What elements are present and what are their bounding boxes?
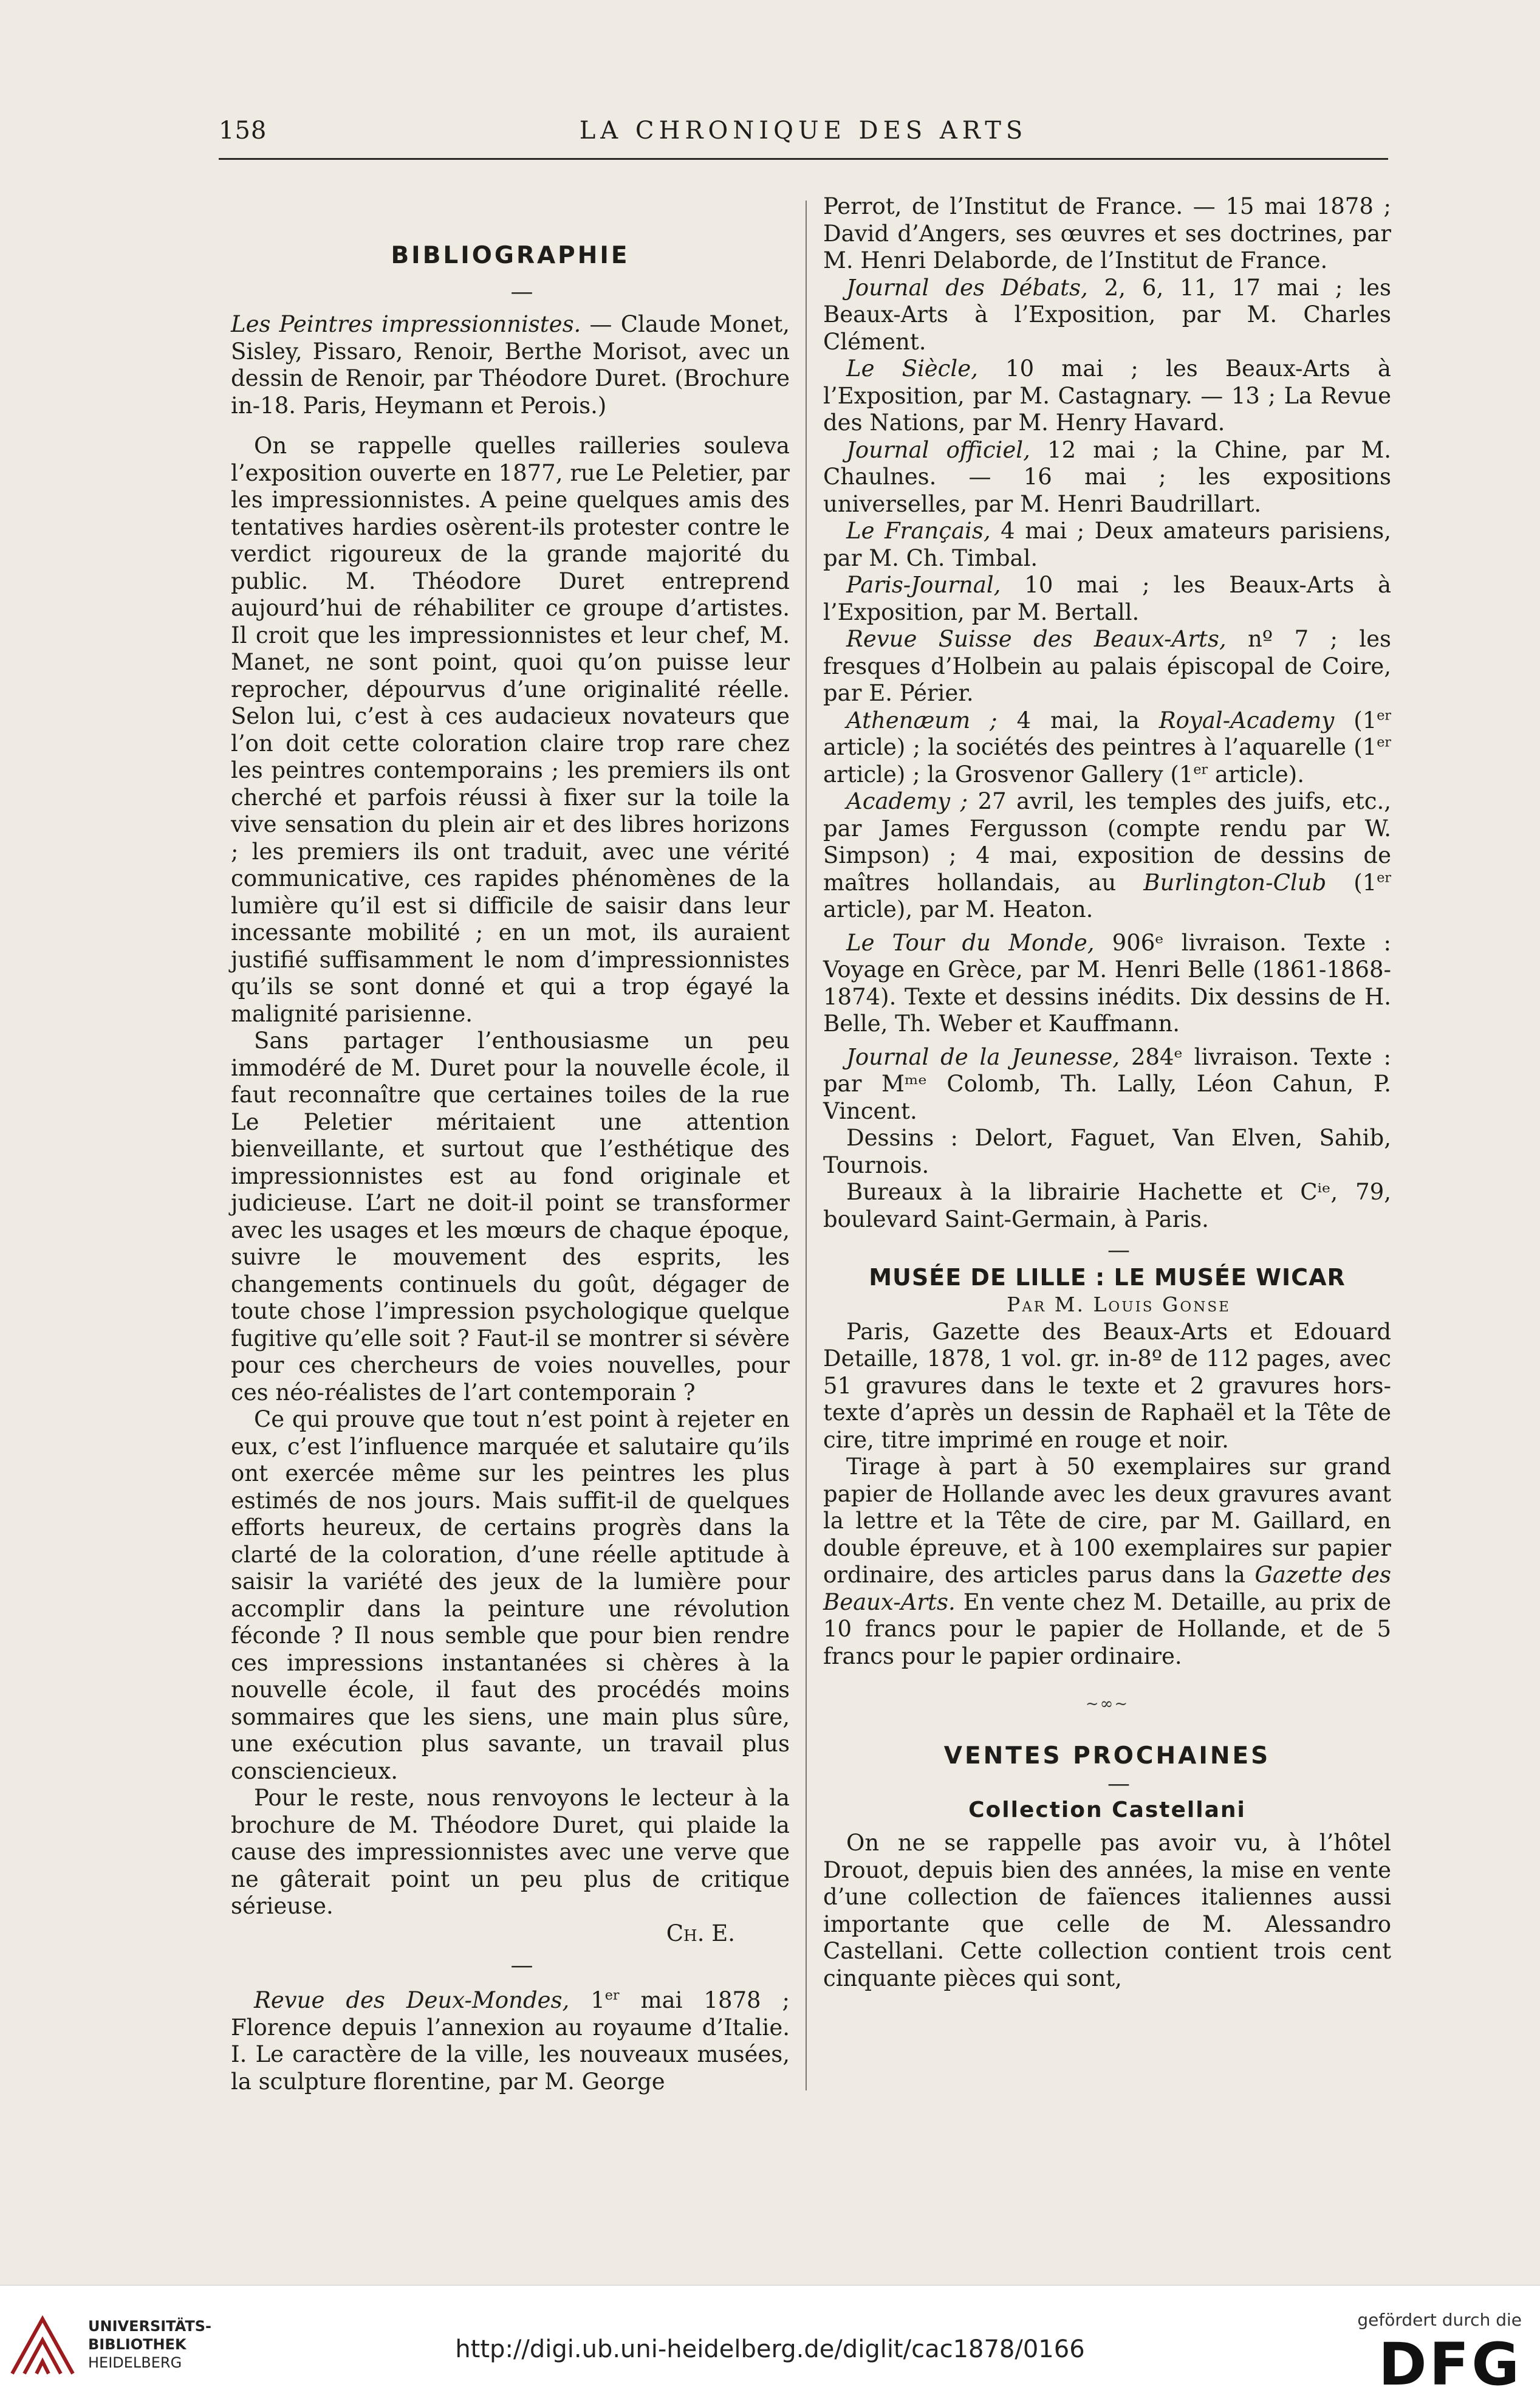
book-entry [231,311,790,419]
periodical-entry: Dessins : Delort, Faguet, Van Elven, Sahib, Tournois. [823,1125,1391,1178]
bibliographie-heading: BIBLIOGRAPHIE [391,242,630,269]
periodical-entry: Bureaux à la librairie Hachette et Cⁱᵉ, 79, boulevard Saint-Germain, à Paris. [823,1179,1391,1232]
review-paragraph-4: Pour le reste, nous renvoyons le lecteur à la brochure de M. Théodore Duret, qui plaide la cause des impressionnistes avec une verve que ne gâterait point un peu plus de critique sérieuse. [231,1785,790,1919]
dfg-logo: DFG [1378,2330,1522,2399]
funded-by-label: gefördert durch die [1357,2310,1522,2330]
header-rule [219,158,1388,160]
separator-dash: — [1107,1237,1130,1263]
periodical-entry: Journal officiel, 12 mai ; la Chine, par M. Chaulnes. — 16 mai ; les expositions universelles, par M. Henri Baudrillart. [823,436,1391,517]
musee-byline: Par M. Louis Gonse [1007,1293,1231,1316]
right-column [823,193,1391,1992]
journal-title: LA CHRONIQUE DES ARTS [579,117,1028,145]
periodical-entry: Academy ; 27 avril, les temples des juifs, etc., par James Fergusson (compte rendu par W. Simpson) ; 4 mai, exposition de dessins de maîtres hollandais, au Burlington-Club (1er article), par M. Heaton. [823,788,1391,922]
ornament-divider: ~∞~ [1085,1695,1129,1713]
periodical-entry: Le Français, 4 mai ; Deux amateurs parisiens, par M. Ch. Timbal. [823,518,1392,571]
periodical-entry: Le Tour du Monde, 906ᵉ livraison. Texte : Voyage en Grèce, par M. Henri Belle (1861-1868-1874). Texte et dessins inédits. Dix dessins de H. Belle, Th. Weber et Kauffmann. [823,929,1391,1037]
ventes-heading: VENTES PROCHAINES [943,1742,1271,1770]
musee-heading: MUSÉE DE LILLE : LE MUSÉE WICAR [869,1264,1346,1291]
footer-bar [0,2285,1540,2404]
separator-dash: — [510,278,533,304]
periodical-entry: Paris-Journal, 10 mai ; les Beaux-Arts à l’Exposition, par M. Bertall. [823,572,1391,625]
separator-dash: — [1107,1770,1130,1796]
review-paragraph-2: Sans partager l’enthousiasme un peu immodéré de M. Duret pour la nouvelle école, il faut reconnaître que certaines toiles de la rue Le Peletier méritaient une attention bienveillante, et surtout que l’esthétique des impressionnistes est au fond originale et judicieuse. L’art ne doit-il point se transformer avec les usages et les mœurs de chaque époque, suivre le mouvement des esprits, les changements continuels du goût, dégager de toute chose l’impression psychologique quelque fugitive qu’elle soit ? Faut-il se montrer si sévère pour ces chercheurs de voies nouvelles, pour ces néo-réalistes de l’art contemporain ? [231,1028,790,1406]
left-column [231,193,790,2095]
book-description: — Claude Monet, Sisley, Pissaro, Renoir, Berthe Morisot, avec un dessin de Renoir, par Théodore Duret. (Brochure in-18. Paris, Heymann et Perois.) [231,311,790,419]
signature: Ch. E. [666,1920,735,1946]
revue-title: Revue des Deux-Mondes, [254,1987,570,2013]
periodical-entry: Revue Suisse des Beaux-Arts, nº 7 ; les fresques d’Holbein au palais épiscopal de Coire, par E. Périer. [823,626,1391,706]
musee-paragraph-1: Paris, Gazette des Beaux-Arts et Edouard Detaille, 1878, 1 vol. gr. in-8º de 112 pages, avec 51 gravures dans le texte et 2 gravures hors-texte d’après un dessin de Raphaël et la Tête de cire, titre imprimé en rouge et noir. [823,1318,1391,1453]
review-paragraph-3: Ce qui prouve que tout n’est point à rejeter en eux, c’est l’influence marquée et salutaire qu’ils ont exercée même sur les peintres les plus estimés de nos jours. Mais suffit-il de quelques efforts heureux, de certains progrès dans la clarté de la coloration, d’une réelle aptitude à saisir la variété des jeux de la lumière pour accomplir dans la peinture une révolution féconde ? Il nous semble que pour bien rendre ces impressions instantanées si chères à la nouvelle école, il faut des procédés moins sommaires que les siens, une main plus sûre, une exécution plus savante, un travail plus consciencieux. [231,1406,790,1784]
collection-heading: Collection Castellani [968,1797,1246,1822]
running-header [219,117,1388,153]
revue-entry: Revue des Deux-Mondes, 1er mai 1878 ; Florence depuis l’annexion au royaume d’Italie. I. Le caractère de la ville, les nouveaux musées, la sculpture florentine, par M. George [231,1987,790,2095]
review-paragraph-1: On se rappelle quelles railleries souleva l’exposition ouverte en 1877, rue Le Peletier, par les impressionnistes. A peine quelques amis des tentatives hardies osèrent-ils protester contre le verdict rigoureux de la grande majorité du public. M. Théodore Duret entreprend aujourd’hui de réhabiliter ce groupe d’artistes. Il croit que les impressionnistes et leur chef, M. Manet, ne sont point, quoi qu’on puisse leur reprocher, dépourvus d’une originalité réelle. Selon lui, c’est à ces audacieux novateurs que l’on doit cette coloration claire trop rare chez les peintres contemporains ; les premiers ils ont cherché et parfois réussi à fixer sur la toile la vive sensation du plein air et des libres horizons ; les premiers ils ont traduit, avec une vérité communicative, ces rapides phénomènes de la lumière qu’il est si difficile de saisir dans leur incessante mobilité ; en un mot, ils auraient justifié suffisamment le nom d’impressionnistes qu’ils se sont donné et qui a trop égayé la malignité parisienne. [231,433,790,1027]
periodical-entry: Perrot, de l’Institut de France. — 15 mai 1878 ; David d’Angers, ses œuvres et ses doctrines, par M. Henri Delaborde, de l’Institut de France. [823,193,1391,273]
periodical-entry: Athenæum ; 4 mai, la Royal-Academy (1er article) ; la sociétés des peintres à l’aquarelle (1er article) ; la Grosvenor Gallery (1er article). [823,707,1391,788]
book-title: Les Peintres impressionnistes. [231,311,581,337]
column-separator [806,201,807,2090]
university-library-name: UNIVERSITÄTS- BIBLIOTHEK HEIDELBERG [88,2318,212,2371]
page-number: 158 [219,117,267,145]
periodical-entry: Journal des Débats, 2, 6, 11, 17 mai ; les Beaux-Arts à l’Exposition, par M. Charles Clément. [823,274,1391,355]
periodical-entry: Journal de la Jeunesse, 284ᵉ livraison. Texte : par Mᵐᵉ Colomb, Th. Lally, Léon Cahun, P. Vincent. [823,1043,1391,1124]
periodical-entry: Le Siècle, 10 mai ; les Beaux-Arts à l’Exposition, par M. Castagnary. — 13 ; La Revue des Nations, par M. Henry Havard. [823,355,1391,436]
musee-paragraph-2: Tirage à part à 50 exemplaires sur grand papier de Hollande avec les deux gravures avant la lettre et la Tête de cire, par M. Gaillard, en double épreuve, et à 100 exemplaires sur papier ordinaire, des articles parus dans la Gazette des Beaux-Arts. En vente chez M. Detaille, au prix de 10 francs pour le papier de Hollande, et de 5 francs pour le papier ordinaire. [823,1454,1391,1669]
ventes-paragraph: On ne se rappelle pas avoir vu, à l’hôtel Drouot, depuis bien des années, la mise en vente d’une collection de faïences italiennes aussi importante que celle de M. Alessandro Castellani. Cette collection contient trois cent cinquante pièces qui sont, [823,1830,1391,1991]
separator-dash: — [510,1952,533,1978]
permalink-url[interactable]: http://digi.ub.uni-heidelberg.de/diglit/cac1878/0166 [455,2335,1085,2363]
